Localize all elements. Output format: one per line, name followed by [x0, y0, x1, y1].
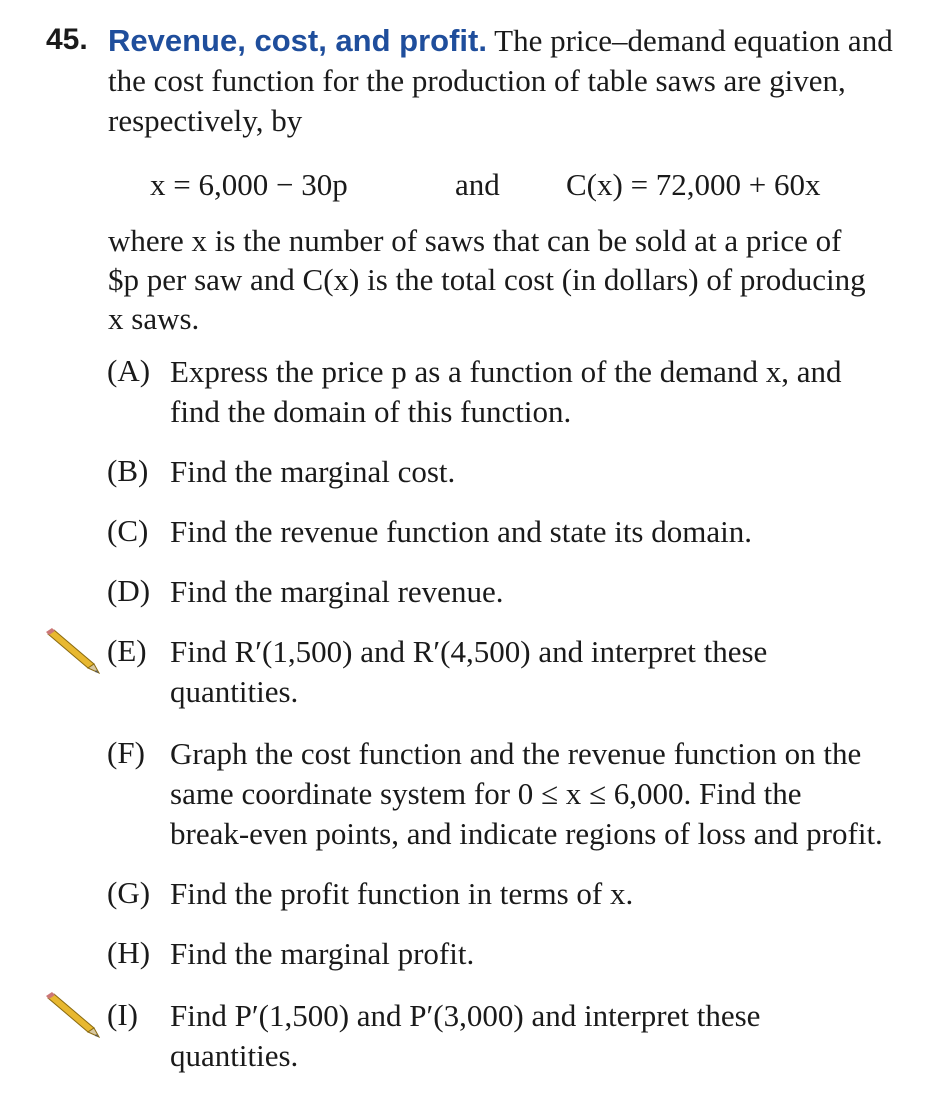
- description-line-2: $p per saw and C(x) is the total cost (in dollars) of producing: [108, 262, 866, 297]
- part-text-line: quantities.: [170, 674, 299, 709]
- cost-equation: C(x) = 72,000 + 60x: [566, 167, 821, 202]
- part-label: (D): [107, 573, 151, 608]
- part-text-line: Graph the cost function and the revenue function on the: [170, 736, 862, 771]
- part-text-line: Find the marginal revenue.: [170, 574, 504, 609]
- equation-connector: and: [455, 167, 500, 202]
- part-text-line: Find the marginal cost.: [170, 454, 456, 489]
- description-line-3: x saws.: [108, 301, 200, 336]
- part-text-line: same coordinate system for 0 ≤ x ≤ 6,000. Find the: [170, 776, 802, 811]
- part-text-line: Find the revenue function and state its domain.: [170, 514, 752, 549]
- part-text-line: quantities.: [170, 1038, 299, 1073]
- part-label: (E): [107, 633, 147, 668]
- part-text-line: Find P′(1,500) and P′(3,000) and interpret these: [170, 998, 761, 1033]
- part-label: (I): [107, 997, 138, 1032]
- intro-line-3: respectively, by: [108, 103, 303, 138]
- part-text-line: break-even points, and indicate regions of loss and profit.: [170, 816, 883, 851]
- pencil-icon: [44, 628, 100, 674]
- part-text-line: Find the profit function in terms of x.: [170, 876, 634, 911]
- problem-title: Revenue, cost, and profit.: [108, 23, 487, 58]
- problem-first-line: [108, 22, 893, 60]
- part-label: (G): [107, 875, 151, 910]
- part-label: (C): [107, 513, 149, 548]
- demand-equation: x = 6,000 − 30p: [150, 167, 348, 202]
- part-label: (F): [107, 735, 145, 770]
- part-text-line: Find R′(1,500) and R′(4,500) and interpret these: [170, 634, 768, 669]
- part-label: (H): [107, 935, 151, 970]
- part-text-line: Express the price p as a function of the demand x, and: [170, 354, 842, 389]
- description-line-1: where x is the number of saws that can be sold at a price of: [108, 223, 842, 258]
- intro-line-2: the cost function for the production of table saws are given,: [108, 63, 846, 98]
- problem-number: 45.: [46, 23, 88, 56]
- part-label: (B): [107, 453, 149, 488]
- pencil-icon: [44, 992, 100, 1038]
- intro-line-1: The price–demand equation and: [494, 23, 893, 58]
- part-text-line: find the domain of this function.: [170, 394, 572, 429]
- part-label: (A): [107, 353, 151, 388]
- part-text-line: Find the marginal profit.: [170, 936, 475, 971]
